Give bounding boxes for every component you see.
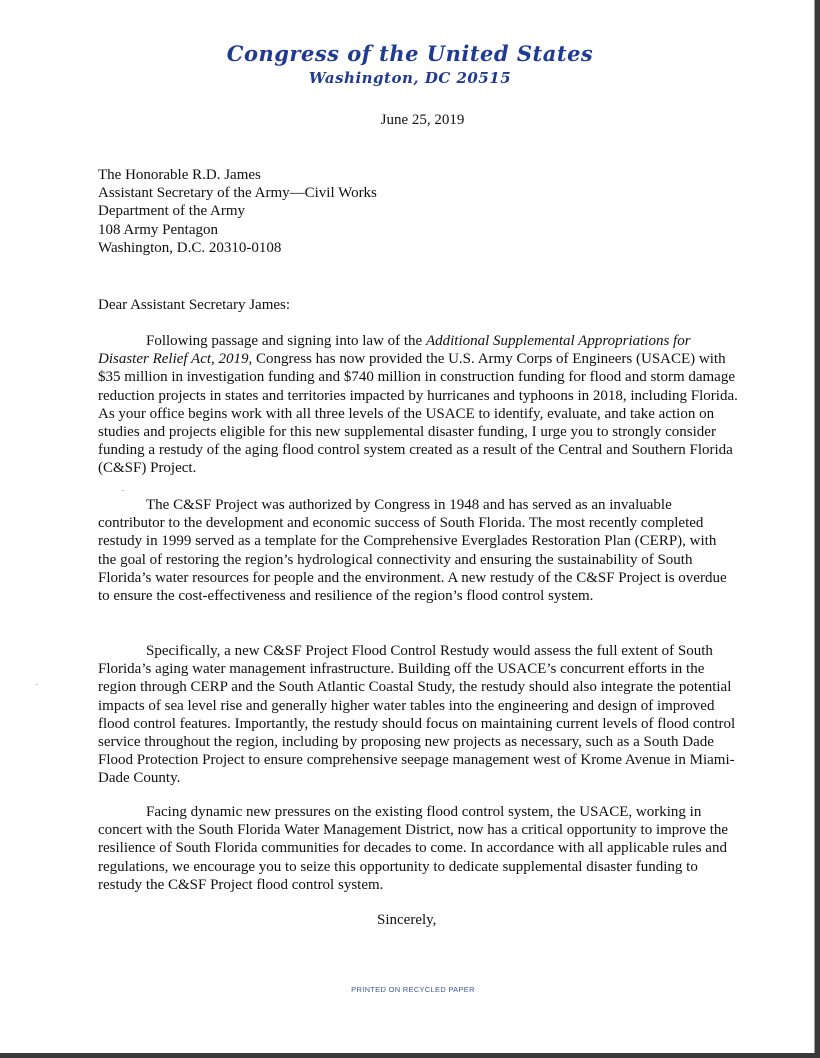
letter-date: June 25, 2019 [380,112,465,128]
recycled-paper-footer: PRINTED ON RECYCLED PAPER [351,985,475,994]
letterhead-subtitle: Washington, DC 20515 [308,69,512,87]
scan-speck [122,490,124,491]
recipient-line: Assistant Secretary of the Army—Civil Works [98,185,377,202]
recipient-address [98,166,738,257]
paragraph-1-rest: , Congress has now provided the U.S. Army Corps of Engineers (USACE) with $35 million in investigation funding and $740 million in construction funding for flood and storm damage reduction projects in states and territories impacted by hurricanes and typhoons in 2018, including Florida. As your office begins work with all three levels of the USACE to identify, evaluate, and take action on studies and projects eligible for this new supplemental disaster funding, I urge you to strongly consider funding a restudy of the aging flood control system created as a result of the Central and Southern Florida (C&SF) Project. [98,351,738,477]
scan-edge-bottom [0,1053,820,1058]
recipient-line: 108 Army Pentagon [98,221,218,238]
letterhead [0,40,820,88]
paragraph-4: Facing dynamic new pressures on the existing flood control system, the USACE, working in concert with the South Florida Water Management District, now has a critical opportunity to improve the resilience of South Florida communities for decades to come. In accordance with all applicable rules and regulations, we encourage you to seize this opportunity to dedicate supplemental disaster funding to restudy the C&SF Project flood control system. [98,804,729,893]
act-title: Additional Supplemental Appropriations for Disaster Relief Act, 2019 [98,333,691,368]
paragraph-3: Specifically, a new C&SF Project Flood Control Restudy would assess the full extent of South Florida’s aging water management infrastructure. Building off the USACE’s concurrent efforts in the region through CERP and the South Atlantic Coastal Study, the restudy should also integrate the potential impacts of sea level rise and generally higher water tables into the engineering and design of improved flood control features. Importantly, the restudy should focus on maintaining current levels of flood control service throughout the region, including by proposing new projects as necessary, such as a South Dade Flood Protection Project to ensure comprehensive seepage management west of Krome Avenue in Miami-Dade County. [98,643,736,787]
scan-speck [36,684,38,685]
paragraph-2: The C&SF Project was authorized by Congress in 1948 and has served as an invaluable contributor to the development and economic success of South Florida. The most recently completed restudy in 1999 served as a template for the Comprehensive Everglades Restoration Plan (CERP), with the goal of restoring the region’s hydrological connectivity and ensuring the sustainability of South Florida’s water resources for people and the environment. A new restudy of the C&SF Project is overdue to ensure the cost-effectiveness and resilience of the region’s flood control system. [98,497,727,605]
recipient-line: The Honorable R.D. James [98,167,261,183]
closing: Sincerely, [377,912,437,928]
scan-edge-right [815,0,820,1058]
paragraph-1-lead: Following passage and signing into law of the [146,333,426,349]
salutation: Dear Assistant Secretary James: [98,297,291,313]
recipient-line: Washington, D.C. 20310-0108 [98,239,282,256]
letterhead-title: Congress of the United States [226,41,594,66]
recipient-line: Department of the Army [98,203,246,220]
paragraph-1 [98,332,738,478]
